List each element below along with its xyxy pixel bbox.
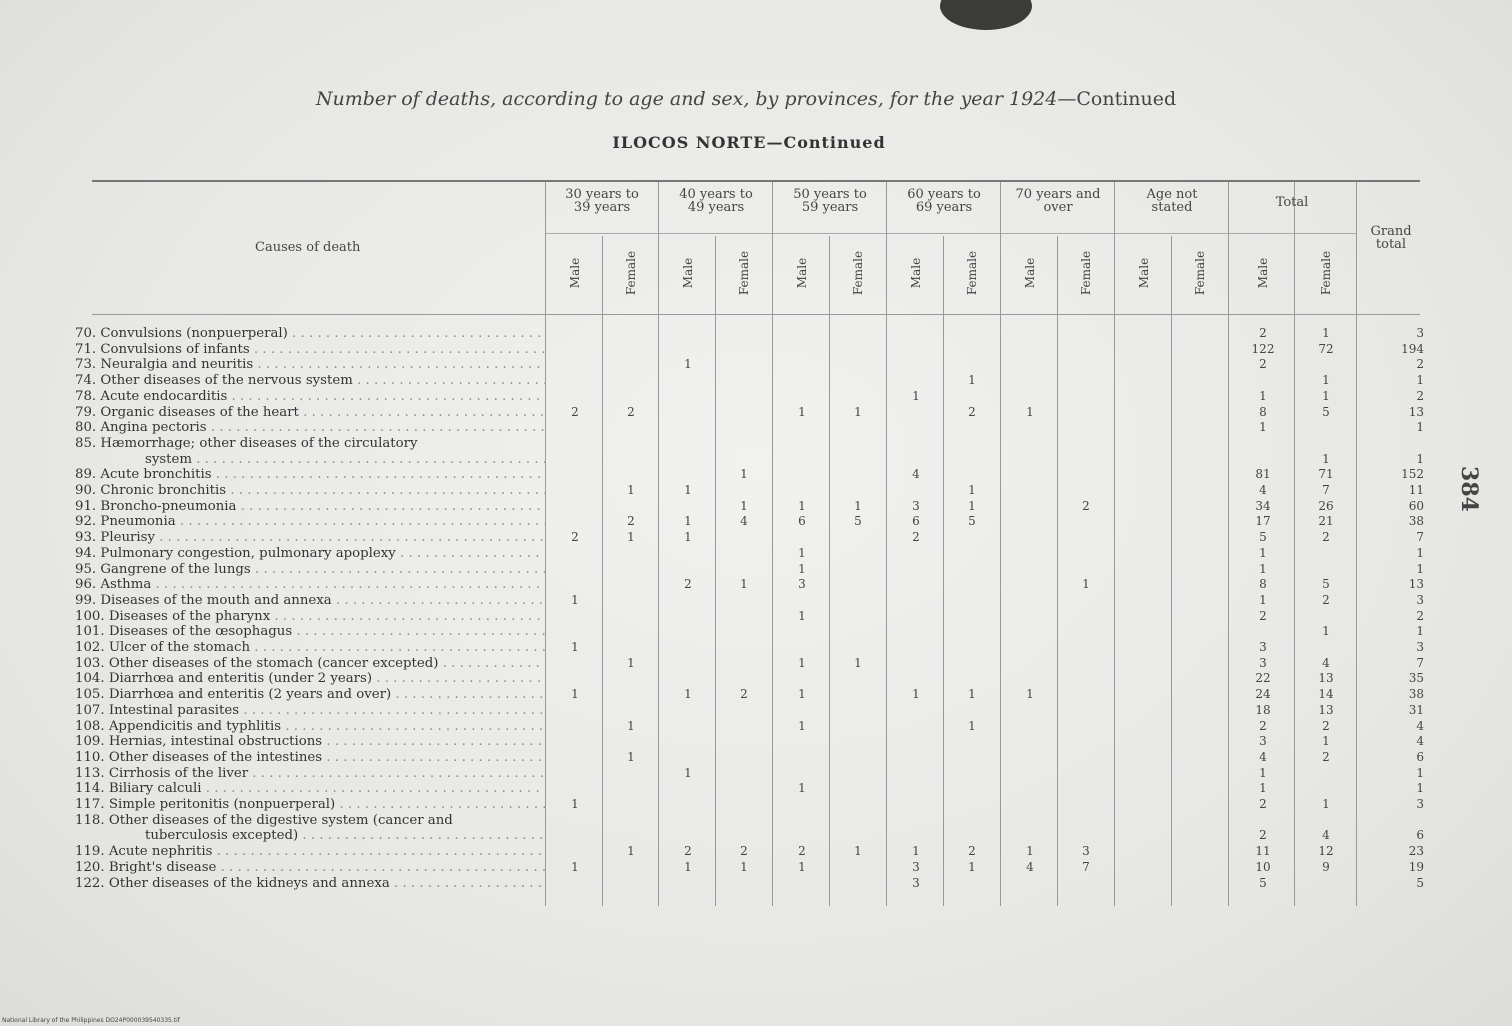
- count-cell: 11: [1255, 844, 1271, 859]
- grand-total-cell: 1: [1416, 451, 1424, 466]
- top-rule: [92, 180, 1420, 182]
- cause-of-death: 108. Appendicitis and typhlitis . . .: [75, 720, 545, 733]
- sex-label: Female: [624, 250, 638, 296]
- cause-of-death: 117. Simple peritonitis (nonpuerperal) . . .: [75, 798, 545, 811]
- table-row: [0, 406, 1512, 419]
- grand-total-cell: 1: [1416, 765, 1424, 780]
- count-cell: 1: [1322, 451, 1330, 466]
- sex-label: Female: [851, 250, 865, 296]
- count-cell: 1: [571, 859, 579, 874]
- count-cell: 6: [912, 514, 920, 529]
- count-cell: 1: [854, 498, 862, 513]
- count-cell: 1: [798, 404, 806, 419]
- footer-note: National Library of the Philippines DO24P000039540335.tif: [2, 1017, 180, 1024]
- count-cell: 1: [684, 514, 692, 529]
- table-row: [0, 437, 1512, 450]
- count-cell: 2: [1259, 718, 1267, 733]
- age-group-header: Age not stated: [1146, 187, 1198, 215]
- count-cell: 71: [1318, 467, 1334, 482]
- grand-total-cell: 2: [1416, 608, 1424, 623]
- count-cell: 3: [912, 859, 920, 874]
- count-cell: 1: [798, 498, 806, 513]
- count-cell: 2: [968, 844, 976, 859]
- count-cell: 24: [1255, 687, 1271, 702]
- table-row: [0, 515, 1512, 528]
- cause-of-death: 95. Gangrene of the lungs . . .: [75, 563, 545, 576]
- count-cell: 1: [627, 530, 635, 545]
- count-cell: 1: [1026, 687, 1034, 702]
- table-row: [0, 421, 1512, 434]
- cause-of-death: 74. Other diseases of the nervous system . . .: [75, 374, 545, 387]
- count-cell: 1: [740, 467, 748, 482]
- count-cell: 1: [1259, 561, 1267, 576]
- count-cell: 1: [627, 749, 635, 764]
- grand-total-cell: 35: [1408, 671, 1424, 686]
- count-cell: 26: [1318, 498, 1334, 513]
- count-cell: 3: [1259, 640, 1267, 654]
- count-cell: 1: [912, 844, 920, 859]
- grand-total-cell: 4: [1416, 718, 1424, 733]
- grand-total-cell: 3: [1416, 797, 1424, 811]
- count-cell: 3: [1259, 734, 1267, 749]
- count-cell: 2: [571, 404, 579, 419]
- count-cell: 1: [1259, 420, 1267, 435]
- count-cell: 1: [912, 388, 920, 403]
- grand-total-cell: 19: [1408, 859, 1424, 874]
- table-row: [0, 358, 1512, 371]
- female-subheader: [1315, 238, 1337, 308]
- table-row: [0, 547, 1512, 560]
- table-row: [0, 327, 1512, 340]
- age-group-header: Total: [1275, 195, 1309, 210]
- count-cell: 1: [1259, 765, 1267, 780]
- cause-of-death: 70. Convulsions (nonpuerperal) . . .: [75, 327, 545, 340]
- count-cell: 1: [968, 373, 976, 388]
- count-cell: 1: [740, 859, 748, 874]
- female-subheader: [1075, 238, 1097, 308]
- grand-total-cell: 152: [1401, 467, 1424, 482]
- cause-of-death: 120. Bright's disease . . .: [75, 861, 545, 874]
- count-cell: 3: [1259, 655, 1267, 670]
- table-row: [0, 374, 1512, 387]
- grand-total-cell: 1: [1416, 545, 1424, 560]
- cause-of-death: 78. Acute endocarditis . . .: [75, 390, 545, 403]
- count-cell: 5: [1322, 577, 1330, 592]
- grand-total-header: Grand total: [1370, 224, 1412, 252]
- count-cell: 10: [1255, 859, 1271, 874]
- count-cell: 1: [1322, 373, 1330, 388]
- grand-total-cell: 2: [1416, 357, 1424, 372]
- age-group-header: 40 years to 49 years: [679, 187, 753, 215]
- cause-of-death: 118. Other diseases of the digestive system (cancer and: [75, 813, 453, 827]
- grand-total-cell: 3: [1416, 326, 1424, 340]
- table-row: [0, 861, 1512, 874]
- count-cell: 1: [571, 592, 579, 607]
- count-cell: 2: [1322, 718, 1330, 733]
- grand-total-cell: 6: [1416, 828, 1424, 843]
- count-cell: 1: [798, 687, 806, 702]
- table-row: [0, 468, 1512, 481]
- count-cell: 1: [798, 781, 806, 796]
- cause-of-death: 100. Diseases of the pharynx . . .: [75, 610, 545, 623]
- sex-label: Male: [1023, 257, 1037, 289]
- cause-of-death: 85. Hæmorrhage; other diseases of the circulatory: [75, 436, 418, 450]
- table-title: Number of deaths, according to age and sex, by provinces, for the year 1924—Continued: [315, 88, 1177, 110]
- table-row: [0, 751, 1512, 764]
- count-cell: 9: [1322, 859, 1330, 874]
- grand-total-cell: 13: [1408, 577, 1424, 592]
- male-subheader: [1252, 238, 1274, 308]
- cause-of-death: 92. Pneumonia . . .: [75, 515, 545, 528]
- count-cell: 4: [1322, 655, 1330, 670]
- age-group-header: 50 years to 59 years: [793, 187, 867, 215]
- count-cell: 2: [1259, 357, 1267, 372]
- age-group-header: 30 years to 39 years: [565, 187, 639, 215]
- table-row: [0, 578, 1512, 591]
- group-underline: [545, 233, 1357, 234]
- table-row: [0, 829, 1512, 842]
- grand-total-cell: 23: [1408, 844, 1424, 859]
- table-row: [0, 610, 1512, 623]
- male-subheader: [564, 238, 586, 308]
- count-cell: 8: [1259, 404, 1267, 419]
- count-cell: 2: [627, 514, 635, 529]
- count-cell: 1: [684, 483, 692, 497]
- table-row: [0, 798, 1512, 811]
- table-row: [0, 704, 1512, 717]
- count-cell: 5: [1259, 530, 1267, 545]
- count-cell: 1: [740, 498, 748, 513]
- cause-of-death: 107. Intestinal parasites . . .: [75, 704, 545, 717]
- count-cell: 2: [627, 404, 635, 419]
- grand-total-cell: 38: [1408, 687, 1424, 702]
- count-cell: 1: [627, 483, 635, 497]
- table-row: [0, 390, 1512, 403]
- cause-of-death: 109. Hernias, intestinal obstructions . . .: [75, 735, 545, 748]
- count-cell: 6: [798, 514, 806, 529]
- count-cell: 1: [854, 844, 862, 859]
- grand-total-cell: 7: [1416, 530, 1424, 545]
- table-row: [0, 672, 1512, 685]
- count-cell: 1: [684, 765, 692, 780]
- table-row: [0, 484, 1512, 497]
- count-cell: 5: [1259, 875, 1267, 890]
- age-group-header: 60 years to 69 years: [907, 187, 981, 215]
- count-cell: 8: [1259, 577, 1267, 592]
- count-cell: 1: [798, 859, 806, 874]
- count-cell: 1: [627, 844, 635, 859]
- male-subheader: [791, 238, 813, 308]
- cause-of-death: 119. Acute nephritis . . .: [75, 845, 545, 858]
- sex-label: Male: [681, 257, 695, 289]
- count-cell: 1: [968, 483, 976, 497]
- count-cell: 2: [684, 844, 692, 859]
- cause-of-death: 103. Other diseases of the stomach (cancer excepted) . . .: [75, 657, 545, 670]
- grand-total-cell: 1: [1416, 420, 1424, 435]
- count-cell: 1: [968, 498, 976, 513]
- cause-of-death: 96. Asthma . . .: [75, 578, 545, 591]
- count-cell: 1: [798, 561, 806, 576]
- count-cell: 2: [1259, 797, 1267, 811]
- count-cell: 34: [1255, 498, 1271, 513]
- grand-total-cell: 1: [1416, 624, 1424, 639]
- count-cell: 1: [798, 608, 806, 623]
- count-cell: 2: [740, 844, 748, 859]
- cause-of-death: tuberculosis excepted) . . .: [145, 829, 545, 842]
- count-cell: 1: [968, 718, 976, 733]
- count-cell: 18: [1255, 702, 1271, 717]
- cause-of-death: 104. Diarrhœa and enteritis (under 2 years) . . .: [75, 672, 545, 685]
- sex-label: Male: [1256, 257, 1270, 289]
- cause-of-death: 99. Diseases of the mouth and annexa . . .: [75, 594, 545, 607]
- grand-total-cell: 11: [1408, 483, 1424, 497]
- count-cell: 4: [740, 514, 748, 529]
- cause-of-death: 91. Broncho-pneumonia . . .: [75, 500, 545, 513]
- table-row: [0, 641, 1512, 654]
- cause-of-death: 122. Other diseases of the kidneys and annexa . . .: [75, 877, 545, 890]
- female-subheader: [961, 238, 983, 308]
- count-cell: 13: [1318, 671, 1334, 686]
- table-row: [0, 453, 1512, 466]
- table-row: [0, 563, 1512, 576]
- grand-total-cell: 31: [1408, 702, 1424, 717]
- count-cell: 7: [1082, 859, 1090, 874]
- count-cell: 5: [968, 514, 976, 529]
- count-cell: 2: [798, 844, 806, 859]
- count-cell: 2: [1322, 592, 1330, 607]
- header-bottom-rule: [92, 314, 1420, 315]
- count-cell: 2: [968, 404, 976, 419]
- count-cell: 1: [1259, 781, 1267, 796]
- grand-total-cell: 1: [1416, 781, 1424, 796]
- table-row: [0, 594, 1512, 607]
- grand-total-cell: 6: [1416, 749, 1424, 764]
- table-row: [0, 343, 1512, 356]
- causes-header: Causes of death: [255, 240, 361, 255]
- count-cell: 2: [1259, 326, 1267, 340]
- cause-of-death: 102. Ulcer of the stomach . . .: [75, 641, 545, 654]
- count-cell: 1: [1082, 577, 1090, 592]
- count-cell: 3: [912, 498, 920, 513]
- sex-label: Female: [1079, 250, 1093, 296]
- count-cell: 1: [627, 718, 635, 733]
- male-subheader: [905, 238, 927, 308]
- count-cell: 5: [854, 514, 862, 529]
- province-subtitle: ILOCOS NORTE—Continued: [612, 133, 886, 152]
- punch-hole: [940, 0, 1032, 30]
- table-row: [0, 500, 1512, 513]
- count-cell: 3: [798, 577, 806, 592]
- count-cell: 1: [798, 718, 806, 733]
- count-cell: 1: [571, 687, 579, 702]
- count-cell: 1: [968, 859, 976, 874]
- count-cell: 2: [1082, 498, 1090, 513]
- count-cell: 22: [1255, 671, 1271, 686]
- count-cell: 1: [912, 687, 920, 702]
- count-cell: 1: [1259, 592, 1267, 607]
- count-cell: 1: [1322, 388, 1330, 403]
- sex-label: Male: [909, 257, 923, 289]
- count-cell: 2: [684, 577, 692, 592]
- count-cell: 1: [854, 404, 862, 419]
- sex-label: Male: [568, 257, 582, 289]
- table-row: [0, 845, 1512, 858]
- count-cell: 1: [1026, 404, 1034, 419]
- count-cell: 4: [1259, 483, 1267, 497]
- count-cell: 1: [1322, 624, 1330, 639]
- grand-total-cell: 2: [1416, 388, 1424, 403]
- count-cell: 1: [1026, 844, 1034, 859]
- female-subheader: [620, 238, 642, 308]
- cause-of-death: 110. Other diseases of the intestines . . .: [75, 751, 545, 764]
- count-cell: 1: [684, 859, 692, 874]
- table-row: [0, 735, 1512, 748]
- table-row: [0, 814, 1512, 827]
- count-cell: 1: [684, 357, 692, 372]
- grand-total-cell: 13: [1408, 404, 1424, 419]
- count-cell: 2: [1259, 828, 1267, 843]
- count-cell: 14: [1318, 687, 1334, 702]
- cause-of-death: system . . .: [145, 453, 545, 466]
- cause-of-death: 94. Pulmonary congestion, pulmonary apoplexy . . .: [75, 547, 545, 560]
- count-cell: 4: [1322, 828, 1330, 843]
- page-number: 384: [1455, 466, 1482, 512]
- cause-of-death: 114. Biliary calculi . . .: [75, 782, 545, 795]
- cause-of-death: 73. Neuralgia and neuritis . . .: [75, 358, 545, 371]
- count-cell: 1: [740, 577, 748, 592]
- count-cell: 1: [1259, 545, 1267, 560]
- count-cell: 1: [1322, 797, 1330, 811]
- table-row: [0, 625, 1512, 638]
- grand-total-cell: 7: [1416, 655, 1424, 670]
- count-cell: 1: [571, 797, 579, 811]
- table-row: [0, 782, 1512, 795]
- count-cell: 2: [740, 687, 748, 702]
- cause-of-death: 101. Diseases of the œsophagus . . .: [75, 625, 545, 638]
- count-cell: 1: [1259, 388, 1267, 403]
- table-row: [0, 767, 1512, 780]
- count-cell: 7: [1322, 483, 1330, 497]
- count-cell: 3: [912, 875, 920, 890]
- grand-total-cell: 194: [1401, 341, 1424, 356]
- count-cell: 1: [684, 530, 692, 545]
- count-cell: 4: [912, 467, 920, 482]
- grand-total-cell: 4: [1416, 734, 1424, 749]
- cause-of-death: 113. Cirrhosis of the liver . . .: [75, 767, 545, 780]
- age-group-header: 70 years and over: [1015, 187, 1101, 215]
- count-cell: 4: [1259, 749, 1267, 764]
- cause-of-death: 93. Pleurisy . . .: [75, 531, 545, 544]
- count-cell: 21: [1318, 514, 1334, 529]
- male-subheader: [1133, 238, 1155, 308]
- count-cell: 2: [1259, 608, 1267, 623]
- male-subheader: [1019, 238, 1041, 308]
- grand-total-cell: 38: [1408, 514, 1424, 529]
- female-subheader: [847, 238, 869, 308]
- cause-of-death: 80. Angina pectoris . . .: [75, 421, 545, 434]
- table-row: [0, 877, 1512, 890]
- count-cell: 1: [627, 655, 635, 670]
- table-row: [0, 688, 1512, 701]
- sex-label: Female: [1319, 250, 1333, 296]
- female-subheader: [733, 238, 755, 308]
- grand-total-cell: 3: [1416, 592, 1424, 607]
- sex-label: Female: [1193, 250, 1207, 296]
- cause-of-death: 79. Organic diseases of the heart . . .: [75, 406, 545, 419]
- count-cell: 12: [1318, 844, 1334, 859]
- sex-label: Female: [737, 250, 751, 296]
- grand-total-cell: 60: [1408, 498, 1424, 513]
- count-cell: 81: [1255, 467, 1271, 482]
- count-cell: 2: [1322, 530, 1330, 545]
- count-cell: 2: [912, 530, 920, 545]
- count-cell: 1: [684, 687, 692, 702]
- count-cell: 2: [1322, 749, 1330, 764]
- count-cell: 1: [1322, 734, 1330, 749]
- sex-label: Female: [965, 250, 979, 296]
- count-cell: 4: [1026, 859, 1034, 874]
- male-subheader: [677, 238, 699, 308]
- count-cell: 72: [1318, 341, 1334, 356]
- count-cell: 3: [1082, 844, 1090, 859]
- count-cell: 13: [1318, 702, 1334, 717]
- count-cell: 1: [571, 640, 579, 654]
- table-row: [0, 531, 1512, 544]
- count-cell: 1: [968, 687, 976, 702]
- cause-of-death: 89. Acute bronchitis . . .: [75, 468, 545, 481]
- grand-total-cell: 5: [1416, 875, 1424, 890]
- cause-of-death: 90. Chronic bronchitis . . .: [75, 484, 545, 497]
- cause-of-death: 105. Diarrhœa and enteritis (2 years and over) . . .: [75, 688, 545, 701]
- grand-total-cell: 1: [1416, 561, 1424, 576]
- grand-total-cell: 3: [1416, 640, 1424, 654]
- table-row: [0, 720, 1512, 733]
- count-cell: 1: [798, 655, 806, 670]
- table-row: [0, 657, 1512, 670]
- cause-of-death: 71. Convulsions of infants . . .: [75, 343, 545, 356]
- count-cell: 5: [1322, 404, 1330, 419]
- count-cell: 1: [1322, 326, 1330, 340]
- count-cell: 1: [854, 655, 862, 670]
- count-cell: 1: [798, 545, 806, 560]
- sex-label: Male: [795, 257, 809, 289]
- grand-total-cell: 1: [1416, 373, 1424, 388]
- count-cell: 122: [1251, 341, 1275, 356]
- sex-label: Male: [1137, 257, 1151, 289]
- count-cell: 2: [571, 530, 579, 545]
- count-cell: 17: [1255, 514, 1271, 529]
- female-subheader: [1189, 238, 1211, 308]
